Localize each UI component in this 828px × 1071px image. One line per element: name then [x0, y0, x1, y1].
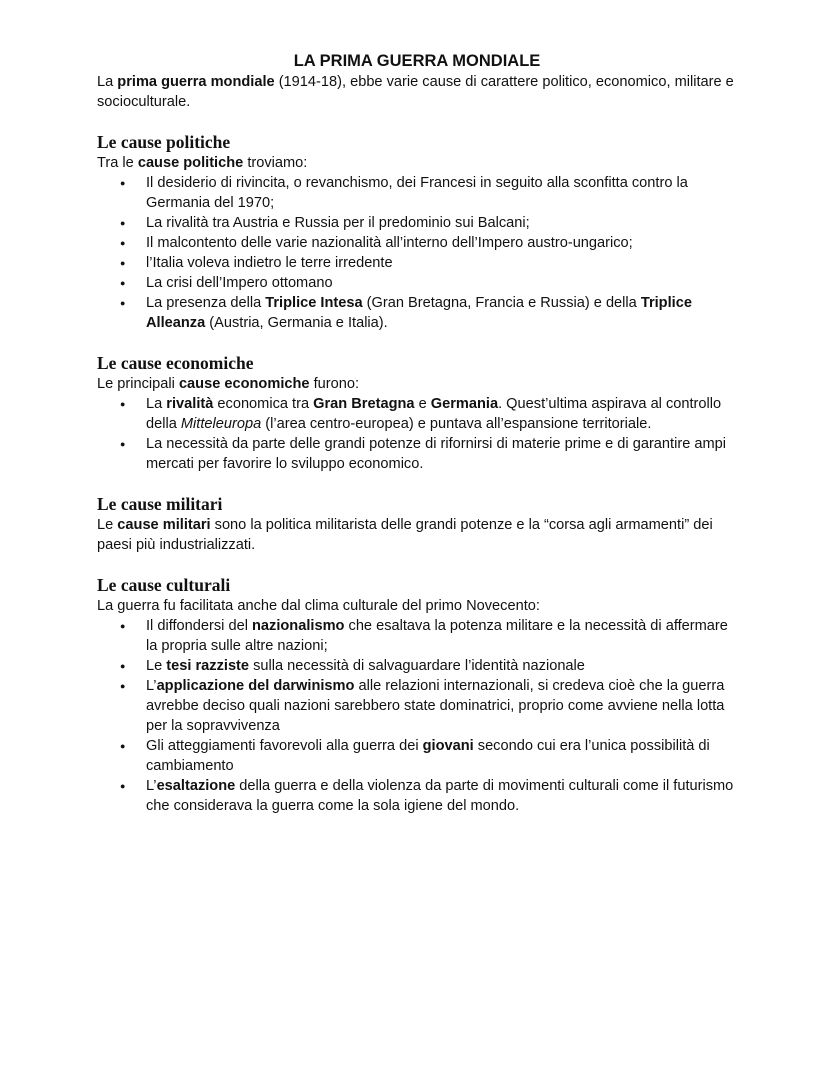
- list-item: [97, 736, 737, 776]
- text-run: troviamo:: [243, 155, 308, 171]
- section-heading: Le cause politiche: [97, 132, 231, 152]
- text-run: L’: [146, 778, 157, 794]
- text-run: (Gran Bretagna, Francia e Russia) e della: [362, 295, 641, 311]
- text-run: (1914-18), ebbe varie cause di carattere politico, economico, militare e socioculturale.: [97, 74, 734, 110]
- sections: [97, 132, 737, 816]
- list-item: [97, 434, 737, 474]
- bold-text: tesi razziste: [166, 658, 250, 674]
- text-run: La rivalità tra Austria e Russia per il predominio sui Balcani;: [146, 215, 530, 231]
- text-run: (l’area centro-europea) e puntava all’espansione territoriale.: [261, 416, 652, 432]
- text-run: Le principali: [97, 376, 179, 392]
- bold-text: Triplice Intesa: [265, 295, 363, 311]
- bold-text: applicazione del darwinismo: [156, 678, 355, 694]
- bold-text: rivalità: [166, 396, 214, 412]
- list-item: [97, 776, 737, 816]
- list-item: [97, 676, 737, 736]
- section-lead: [97, 153, 737, 173]
- bold-text: esaltazione: [156, 778, 236, 794]
- text-run: (Austria, Germania e Italia).: [205, 315, 388, 331]
- text-run: e: [414, 396, 431, 412]
- section-lead: [97, 515, 737, 555]
- list-item: [97, 233, 737, 253]
- section-heading: Le cause culturali: [97, 575, 231, 595]
- text-run: La crisi dell’Impero ottomano: [146, 275, 333, 291]
- bullet-list: [97, 616, 737, 816]
- text-run: Gli atteggiamenti favorevoli alla guerra dei: [146, 738, 423, 754]
- bold-text: cause politiche: [137, 155, 244, 171]
- list-item: [97, 173, 737, 213]
- bullet-list: [97, 173, 737, 333]
- list-item: [97, 273, 737, 293]
- list-item: [97, 394, 737, 434]
- intro-paragraph: [97, 72, 737, 112]
- list-item: [97, 656, 737, 676]
- bullet-list: [97, 394, 737, 474]
- text-run: Tra le: [97, 155, 138, 171]
- text-run: secondo cui era l’unica possibilità di cambiamento: [146, 738, 710, 774]
- list-item: [97, 213, 737, 233]
- document-page: [97, 50, 737, 816]
- text-run: che esaltava la potenza militare e la necessità di affermare la propria sulle altre nazioni;: [146, 618, 728, 654]
- bold-text: prima guerra mondiale: [117, 74, 275, 90]
- text-run: Le: [146, 658, 167, 674]
- bold-text: giovani: [422, 738, 474, 754]
- bold-text: nazionalismo: [252, 618, 345, 634]
- section-lead: [97, 596, 737, 616]
- text-run: L’: [146, 678, 157, 694]
- text-run: Le: [97, 517, 118, 533]
- bold-text: cause economiche: [178, 376, 310, 392]
- text-run: Il desiderio di rivincita, o revanchismo, dei Francesi in seguito alla sconfitta contro la Germania del 1970;: [146, 175, 688, 211]
- bold-text: Triplice Alleanza: [146, 295, 692, 331]
- section-heading: Le cause economiche: [97, 353, 254, 373]
- text-run: Il malcontento delle varie nazionalità all’interno dell’Impero austro-ungarico;: [146, 235, 633, 251]
- section-heading: Le cause militari: [97, 494, 223, 514]
- text-run: La: [97, 74, 118, 90]
- text-run: Il diffondersi del: [146, 618, 253, 634]
- text-run: . Quest’ultima aspirava al controllo della: [146, 396, 722, 432]
- text-run: La necessità da parte delle grandi potenze di rifornirsi di materie prime e di garantire ampi mercati per favorire lo sviluppo economico.: [146, 436, 727, 472]
- list-item: [97, 616, 737, 656]
- text-run: La guerra fu facilitata anche dal clima culturale del primo Novecento:: [97, 598, 540, 614]
- document-title: LA PRIMA GUERRA MONDIALE: [293, 52, 541, 70]
- text-run: sono la politica militarista delle grandi potenze e la “corsa agli armamenti” dei paesi più industrializzati.: [97, 517, 713, 553]
- list-item: [97, 253, 737, 273]
- text-run: La: [146, 396, 167, 412]
- text-run: della guerra e della violenza da parte di movimenti culturali come il futurismo che considerava la guerra come la sola igiene del mondo.: [146, 778, 734, 814]
- text-run: alle relazioni internazionali, si credeva cioè che la guerra avrebbe deciso quali nazioni sarebbero state dominatrici, proprio come avviene nella lotta per la sopravvivenza: [146, 678, 725, 734]
- list-item: [97, 293, 737, 333]
- section-lead: [97, 374, 737, 394]
- text-run: sulla necessità di salvaguardare l’identità nazionale: [249, 658, 585, 674]
- bold-text: cause militari: [117, 517, 211, 533]
- italic-text: Mitteleuropa: [180, 416, 262, 432]
- bold-text: Gran Bretagna: [313, 396, 415, 412]
- text-run: l’Italia voleva indietro le terre irredente: [146, 255, 393, 271]
- text-run: economica tra: [213, 396, 314, 412]
- bold-text: Germania: [430, 396, 499, 412]
- text-run: furono:: [309, 376, 360, 392]
- text-run: La presenza della: [146, 295, 266, 311]
